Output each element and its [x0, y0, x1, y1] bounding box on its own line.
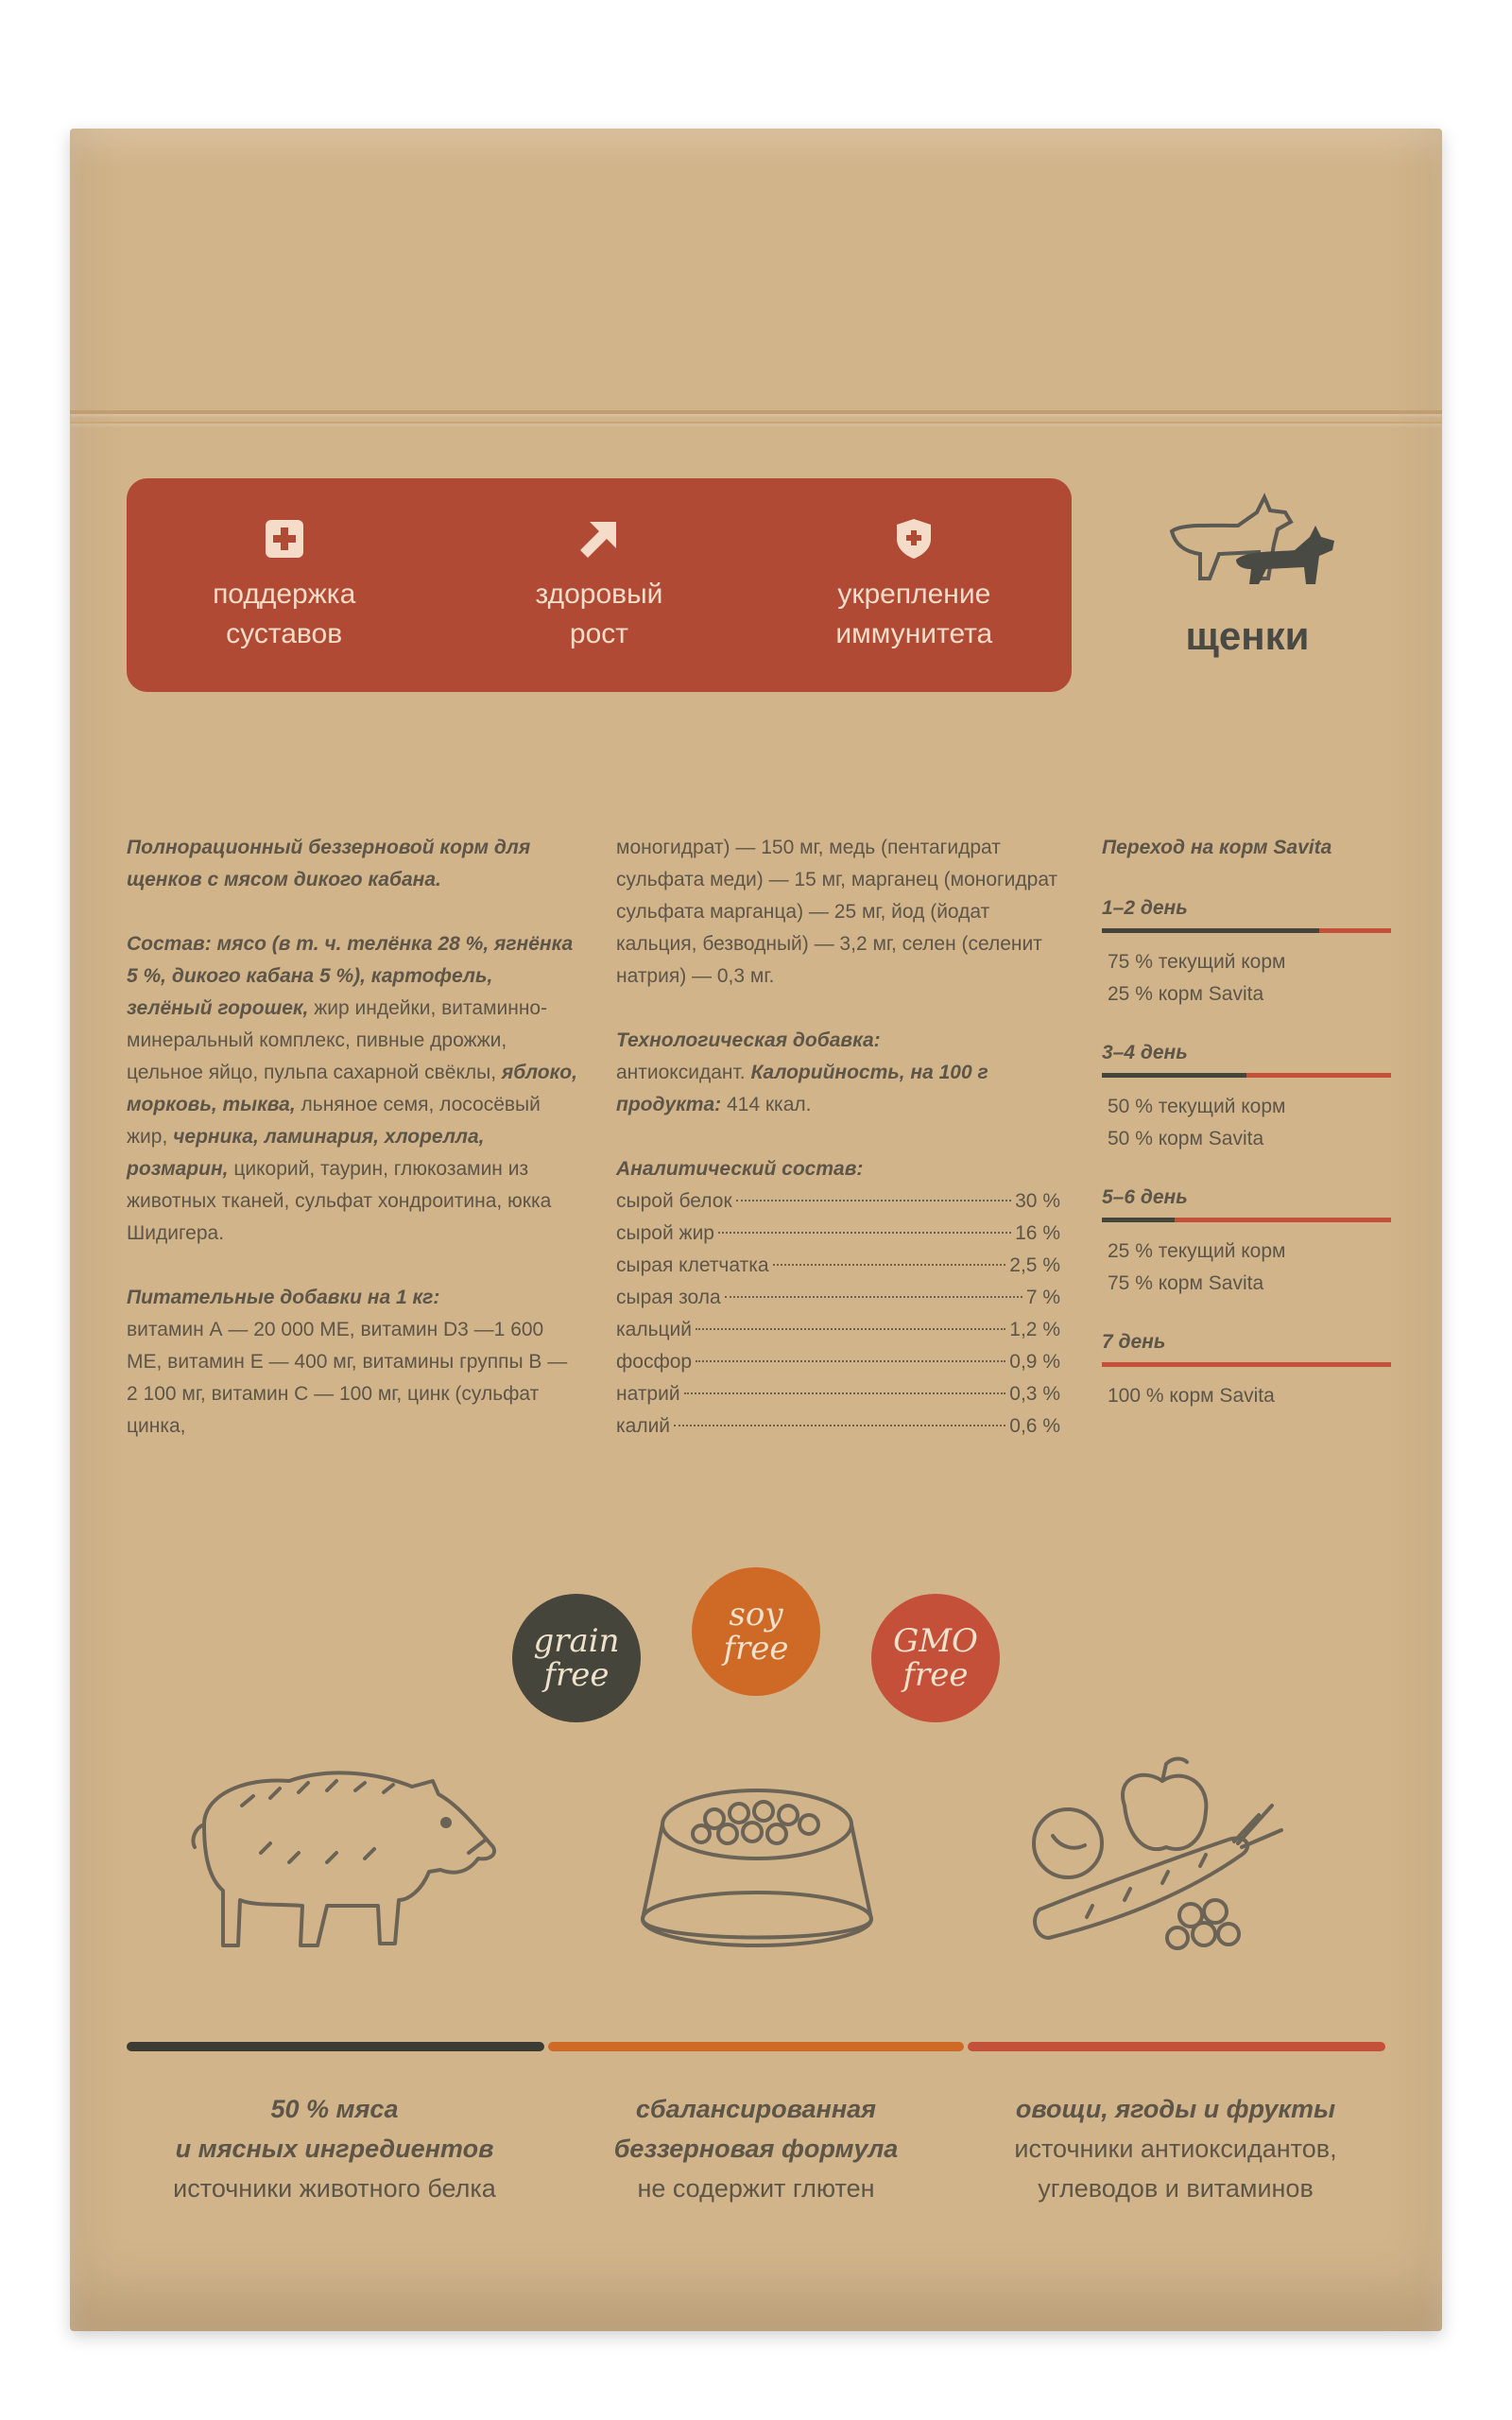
- feature-formula: [548, 2089, 964, 2208]
- gmo-free-badge: GMO free: [871, 1594, 1000, 1722]
- composition-emphasis: мясо (в т. ч. телёнка 28 %, ягнёнка 5 %, дикого кабана 5 %), картофель, зелёный горошек,: [127, 933, 574, 1019]
- analysis-name: сырая зола: [616, 1287, 721, 1308]
- composition: [127, 928, 580, 1250]
- analysis-row: [616, 1410, 1060, 1443]
- analysis-title: Аналитический состав:: [616, 1158, 864, 1180]
- audience-block: [1143, 484, 1351, 659]
- composition-label: Состав:: [127, 933, 212, 955]
- seal-seam: [70, 410, 1442, 414]
- arrow-up-right-icon: [576, 516, 622, 562]
- tech-text: антиоксидант.: [616, 1062, 746, 1083]
- analysis-row: [616, 1314, 1060, 1346]
- composition-text: цикорий, таурин, глюкозамин из животных тканей, сульфат хондроитина, юкка Шидигера.: [127, 1158, 552, 1244]
- feature-meat: [127, 2089, 542, 2208]
- feature-title: сбалансированная беззерновая формула: [613, 2095, 899, 2163]
- benefit-joints: [143, 516, 426, 654]
- divider-stripe-dark: [127, 2042, 544, 2051]
- analysis-row: [616, 1378, 1060, 1410]
- additives-text: витамин А — 20 000 МЕ, витамин D3 —1 600 МЕ, витамин Е — 400 мг, витамины группы В — 2 100 мг, витамин С — 100 мг, цинк (сульфат цинка,: [127, 1319, 568, 1437]
- analysis-value: 0,6 %: [1009, 1415, 1060, 1437]
- feature-text: не содержит глютен: [637, 2174, 875, 2203]
- transition-day: 3–4 день: [1102, 1042, 1188, 1063]
- transition-savita: 100 % корм Savita: [1108, 1385, 1275, 1407]
- additives-continued: моногидрат) — 150 мг, медь (пентагидрат сульфата меди) — 15 мг, марганец (моногидрат сульфата марганца) — 25 мг, йод (йодат кальция, безводный) — 3,2 мг, селен (селенит натрия) — 0,3 мг.: [616, 837, 1058, 987]
- plus-icon: [262, 516, 307, 562]
- analysis-name: фосфор: [616, 1351, 693, 1373]
- benefit-growth: [457, 516, 741, 654]
- analysis-name: сырая клетчатка: [616, 1254, 769, 1276]
- transition-bar: [1102, 1362, 1391, 1367]
- food-bowl-icon: [620, 1777, 894, 1966]
- transition-current: 25 % текущий корм: [1108, 1240, 1286, 1262]
- transition-step: [1102, 1037, 1391, 1155]
- ingredients-column: [127, 832, 580, 1443]
- transition-step: [1102, 1182, 1391, 1300]
- composition-text: льняное семя, лососёвый жир,: [127, 1094, 541, 1148]
- feature-text: источники животного белка: [173, 2174, 496, 2203]
- transition-bar: [1102, 1218, 1391, 1222]
- composition-emphasis: яблоко, морковь, тыква,: [127, 1062, 577, 1115]
- transition-day: 7 день: [1102, 1331, 1166, 1353]
- transition-bar: [1102, 928, 1391, 933]
- nutrition-column: [616, 832, 1060, 1443]
- seal-seam-lower: [70, 422, 1442, 424]
- analysis-row: [616, 1346, 1060, 1378]
- analysis-value: 16 %: [1015, 1222, 1060, 1244]
- benefit-label: укрепление иммунитета: [835, 579, 993, 649]
- transition-step: [1102, 892, 1391, 1011]
- product-description: Полнорационный беззерновой корм для щенков с мясом дикого кабана.: [127, 837, 531, 890]
- analysis-row: [616, 1282, 1060, 1314]
- transition-current: 50 % текущий корм: [1108, 1096, 1286, 1117]
- divider-stripe-red: [968, 2042, 1385, 2051]
- audience-label: щенки: [1185, 614, 1310, 658]
- transition-savita: 50 % корм Savita: [1108, 1128, 1264, 1150]
- analysis-value: 1,2 %: [1009, 1319, 1060, 1340]
- divider-stripe-orange: [548, 2042, 964, 2051]
- feature-vegetables: [968, 2089, 1383, 2208]
- analysis-value: 30 %: [1015, 1190, 1060, 1212]
- analysis-name: кальций: [616, 1319, 693, 1340]
- analysis-table: [616, 1185, 1060, 1443]
- composition-emphasis: черника, ламинария, хлорелла, розмарин,: [127, 1126, 485, 1180]
- analysis-value: 0,9 %: [1009, 1351, 1060, 1373]
- composition-text: жир индейки, витаминно-минеральный комплекс, пивные дрожжи, цельное яйцо, пульпа сахарной свёклы,: [127, 997, 548, 1083]
- additives-title: Питательные добавки на 1 кг:: [127, 1287, 440, 1308]
- boar-icon: [185, 1749, 507, 1957]
- analysis-name: сырой жир: [616, 1222, 714, 1244]
- feature-title: 50 % мяса и мясных ингредиентов: [175, 2095, 494, 2163]
- fruits-vegetables-icon: [1011, 1749, 1304, 1966]
- tech-title: Технологическая добавка:: [616, 1029, 881, 1051]
- grain-free-badge: grain free: [512, 1594, 641, 1722]
- analysis-row: [616, 1250, 1060, 1282]
- shield-icon: [891, 516, 936, 562]
- soy-free-badge: soy free: [692, 1567, 820, 1696]
- analysis-name: калий: [616, 1415, 671, 1437]
- transition-title: Переход на корм Savita: [1102, 837, 1332, 858]
- dog-silhouette-icon: [1153, 484, 1342, 597]
- transition-day: 1–2 день: [1102, 897, 1188, 919]
- analysis-row: [616, 1185, 1060, 1218]
- feature-title: овощи, ягоды и фрукты: [1015, 2095, 1336, 2123]
- calorie-value: 414 ккал.: [726, 1094, 812, 1115]
- benefit-immunity: [772, 516, 1056, 654]
- benefit-label: здоровый рост: [535, 579, 663, 649]
- analysis-name: сырой белок: [616, 1190, 732, 1212]
- feature-text: источники антиоксидантов, углеводов и витаминов: [1014, 2135, 1337, 2203]
- benefits-panel: [127, 478, 1072, 692]
- transition-savita: 25 % корм Savita: [1108, 983, 1264, 1005]
- transition-day: 5–6 день: [1102, 1186, 1188, 1208]
- calorie-label: Калорийность, на 100 г продукта:: [616, 1062, 988, 1115]
- technological-additive: [616, 1025, 1060, 1121]
- analysis-value: 2,5 %: [1009, 1254, 1060, 1276]
- analysis-value: 7 %: [1025, 1287, 1060, 1308]
- analysis-name: натрий: [616, 1383, 680, 1405]
- analysis-value: 0,3 %: [1009, 1383, 1060, 1405]
- transition-bar: [1102, 1073, 1391, 1078]
- benefit-label: поддержка суставов: [213, 579, 356, 649]
- transition-savita: 75 % корм Savita: [1108, 1272, 1264, 1294]
- transition-column: [1102, 832, 1391, 1439]
- transition-step: [1102, 1326, 1391, 1412]
- transition-current: 75 % текущий корм: [1108, 951, 1286, 973]
- analysis-row: [616, 1218, 1060, 1250]
